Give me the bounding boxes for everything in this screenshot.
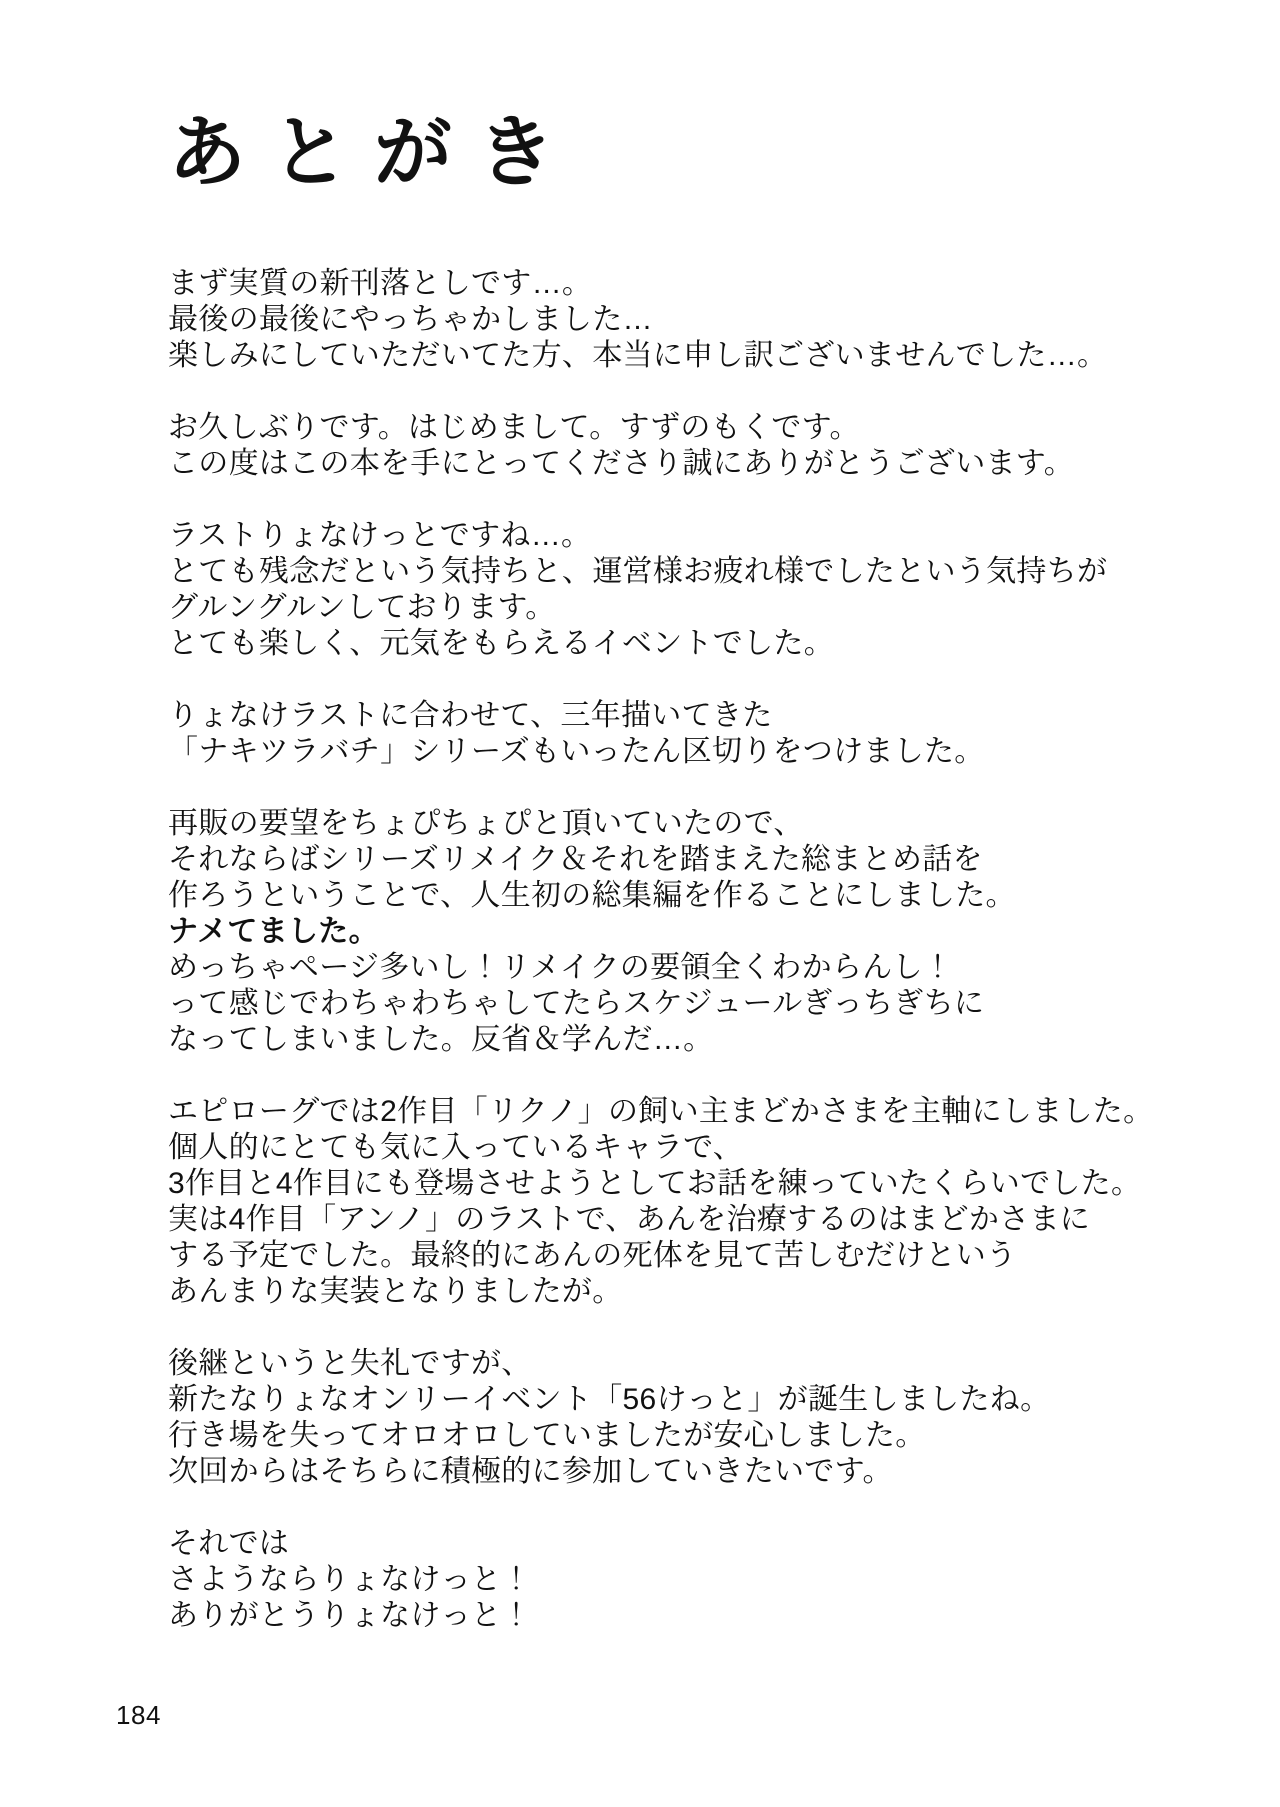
- text-line: 作ろうということで、人生初の総集編を作ることにしました。: [168, 878, 1016, 912]
- text-line: なってしまいました。反省＆学んだ…。: [168, 1022, 714, 1056]
- text-line: それでは: [168, 1526, 290, 1560]
- paragraph-successor-event: [168, 1346, 1210, 1490]
- text-line: りょなけラストに合わせて、三年描いてきた: [168, 698, 773, 732]
- paragraph-greeting: [168, 410, 1210, 482]
- page-number: 184: [116, 1700, 161, 1730]
- text-line: 行き場を失ってオロオロしていましたが安心しました。: [168, 1418, 926, 1452]
- text-line: とても楽しく、元気をもらえるイベントでした。: [168, 626, 834, 660]
- text-line: 実は4作目「アンノ」のラストで、あんを治療するのはまどかさまに: [168, 1202, 1091, 1236]
- paragraph-remake: [168, 806, 1210, 1058]
- text-line: 3作目と4作目にも登場させようとしてお話を練っていたくらいでした。: [168, 1166, 1142, 1200]
- text-line: 後継というと失礼ですが、: [168, 1346, 532, 1380]
- text-line: めっちゃページ多いし！リメイクの要領全くわからんし！: [168, 950, 954, 984]
- text-line: グルングルンしております。: [168, 590, 556, 624]
- text-line: 「ナキツラバチ」シリーズもいったん区切りをつけました。: [168, 734, 985, 768]
- text-line: する予定でした。最終的にあんの死体を見て苦しむだけという: [168, 1238, 1017, 1272]
- text-line: 楽しみにしていただいてた方、本当に申し訳ございませんでした…。: [168, 338, 1108, 372]
- text-line: まず実質の新刊落としです…。: [168, 266, 593, 300]
- text-line: って感じでわちゃわちゃしてたらスケジュールぎっちぎちに: [168, 986, 985, 1020]
- text-line: あんまりな実装となりましたが。: [168, 1274, 623, 1308]
- text-line: 次回からはそちらに積極的に参加していきたいです。: [168, 1454, 893, 1488]
- text-line: この度はこの本を手にとってくださり誠にありがとうございます。: [168, 446, 1074, 480]
- page-title: あとがき: [168, 109, 580, 196]
- paragraph-apology: [168, 266, 1210, 374]
- paragraph-epilogue: [168, 1094, 1210, 1310]
- text-line-emphasis: ナメてました。: [168, 914, 379, 948]
- text-line: 最後の最後にやっちゃかしました…: [168, 302, 653, 336]
- text-line: ラストりょなけっとですね…。: [168, 518, 592, 552]
- paragraph-last-event: [168, 518, 1210, 662]
- text-line: さようならりょなけっと！: [168, 1562, 532, 1596]
- text-line: 新たなりょなオンリーイベント「56けっと」が誕生しましたね。: [168, 1382, 1051, 1416]
- paragraph-series-end: [168, 698, 1210, 770]
- paragraph-farewell: [168, 1526, 1210, 1634]
- text-line: お久しぶりです。はじめまして。すずのもくです。: [168, 410, 860, 444]
- text-line: エピローグでは2作目「リクノ」の飼い主まどかさまを主軸にしました。: [168, 1094, 1154, 1128]
- text-line: それならばシリーズリメイク＆それを踏まえた総まとめ話を: [168, 842, 983, 876]
- text-line: 再販の要望をちょぴちょぴと頂いていたので、: [168, 806, 804, 840]
- text-line: とても残念だという気持ちと、運営様お疲れ様でしたという気持ちが: [168, 554, 1108, 588]
- text-line: 個人的にとても気に入っているキャラで、: [168, 1130, 744, 1164]
- text-line: ありがとうりょなけっと！: [168, 1598, 532, 1632]
